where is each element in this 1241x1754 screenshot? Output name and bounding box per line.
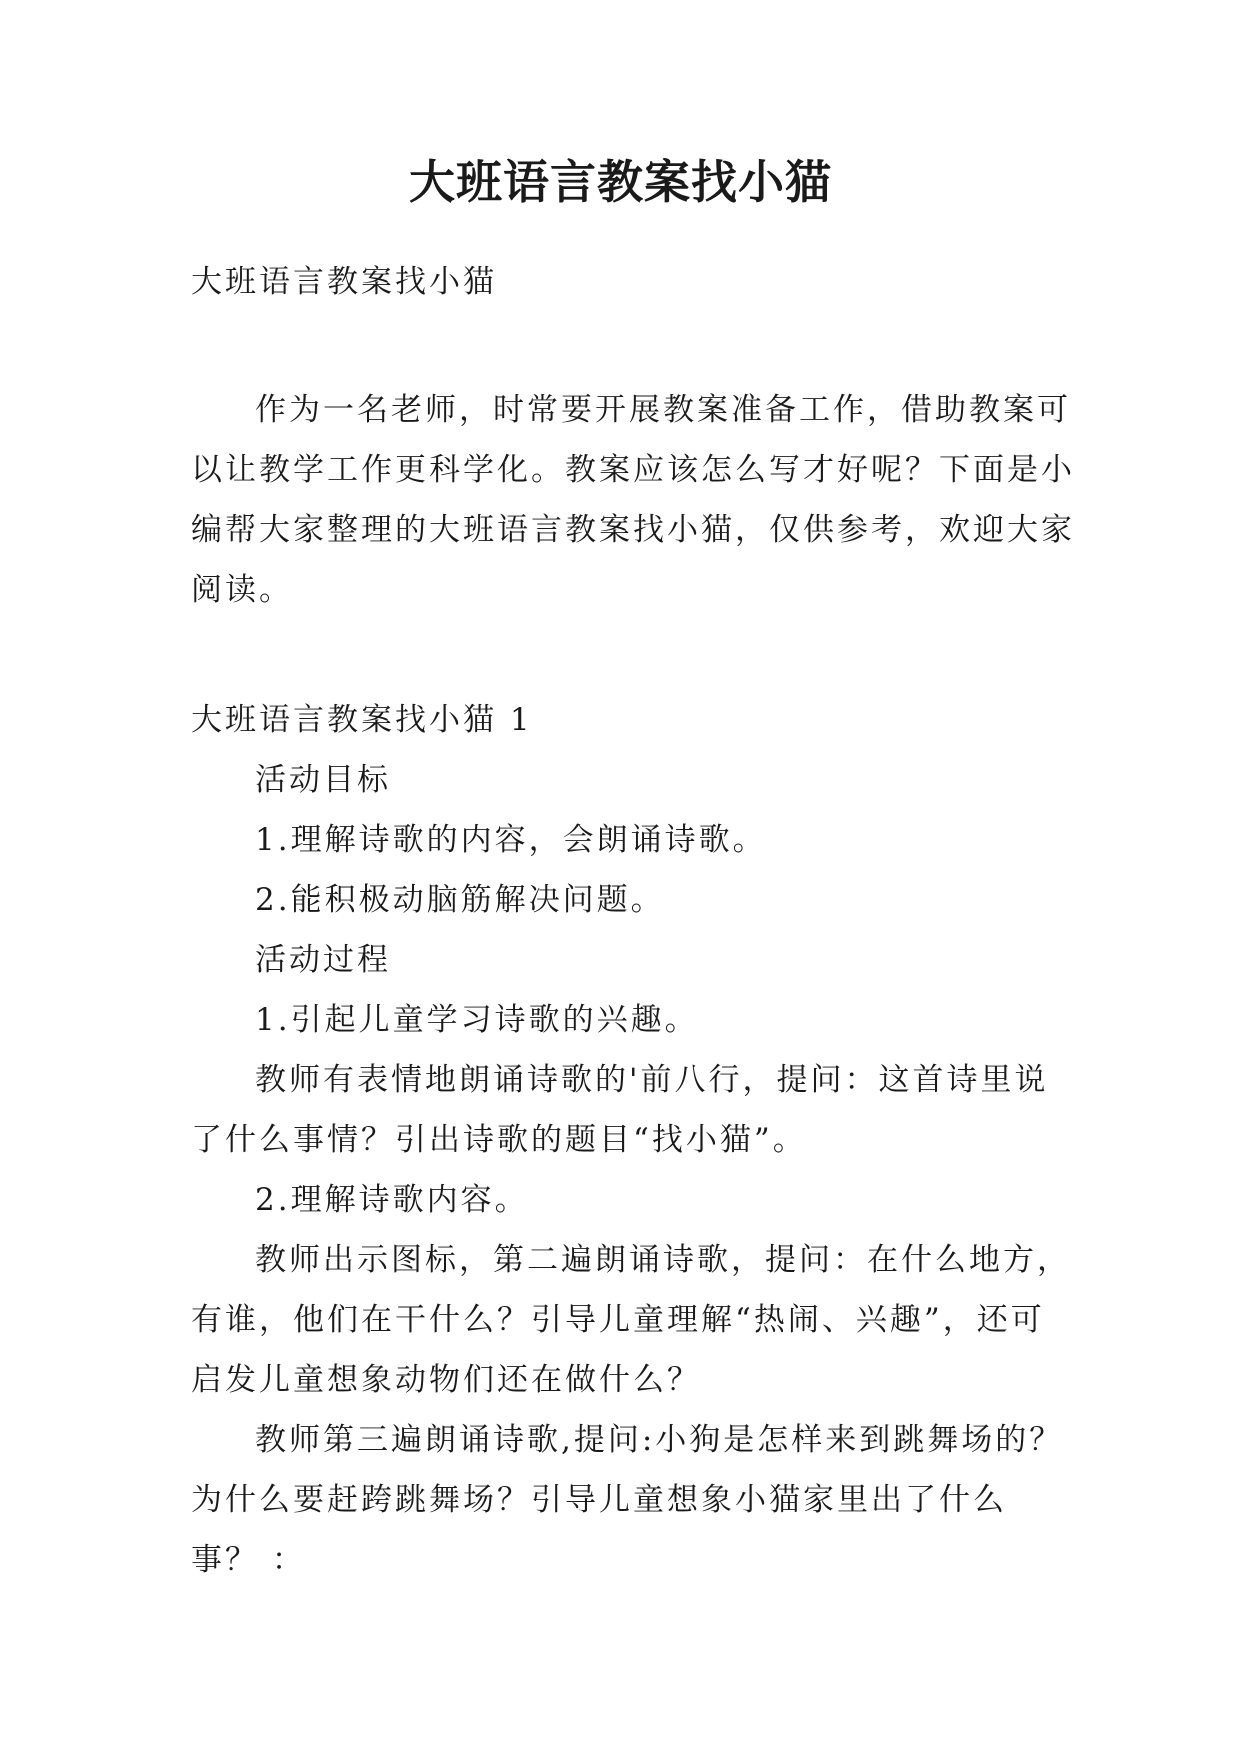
paragraph-line: 有谁，他们在干什么？引导儿童理解“热闹、兴趣”，还可 (191, 1302, 1045, 1338)
process-heading: 活动过程 (255, 942, 391, 978)
document-subtitle-block (191, 252, 1051, 312)
intro-paragraph (191, 380, 1075, 620)
section-heading: 大班语言教案找小猫 1 (191, 702, 533, 738)
process-step: 1.引起儿童学习诗歌的兴趣。 (255, 1002, 699, 1038)
paragraph-line: 教师有表情地朗诵诗歌的'前八行，提问：这首诗里说 (255, 1062, 1049, 1098)
goal-item: 1.理解诗歌的内容，会朗诵诗歌。 (255, 822, 767, 858)
intro-line: 以让教学工作更科学化。教案应该怎么写才好呢？下面是小 (191, 452, 1075, 488)
intro-line: 编帮大家整理的大班语言教案找小猫，仅供参考，欢迎大家 (191, 512, 1075, 548)
paragraph-line: 教师出示图标，第二遍朗诵诗歌，提问：在什么地方， (255, 1242, 1071, 1278)
paragraph-line: 为什么要赶跨跳舞场？引导儿童想象小猫家里出了什么 (191, 1482, 1007, 1518)
goal-heading: 活动目标 (255, 762, 391, 798)
document-title: 大班语言教案找小猫 (409, 155, 832, 209)
document-subtitle: 大班语言教案找小猫 (191, 264, 497, 300)
goal-item: 2.能积极动脑筋解决问题。 (255, 882, 665, 918)
intro-line: 作为一名老师，时常要开展教案准备工作，借助教案可 (255, 392, 1071, 428)
paragraph-line: 教师第三遍朗诵诗歌,提问:小狗是怎样来到跳舞场的？ (255, 1422, 1064, 1458)
paragraph-line: 启发儿童想象动物们还在做什么？ (191, 1362, 701, 1398)
lesson-section (191, 690, 1071, 1590)
paragraph-line: 事？ ： (191, 1542, 306, 1578)
paragraph-line: 了什么事情？引出诗歌的题目“找小猫”。 (191, 1122, 807, 1158)
process-step: 2.理解诗歌内容。 (255, 1182, 529, 1218)
intro-line: 阅读。 (191, 572, 293, 608)
